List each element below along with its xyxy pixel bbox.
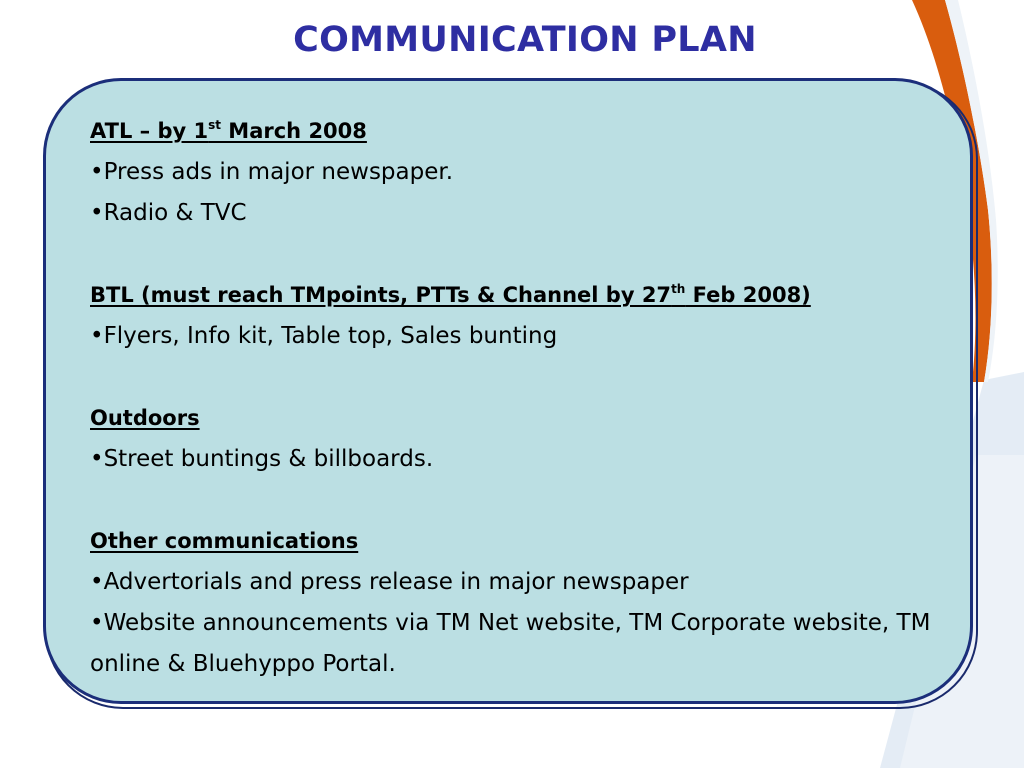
outdoors-section: [90, 398, 950, 480]
list-item: •Street buntings & billboards.: [90, 446, 434, 472]
atl-heading-superscript: st: [208, 118, 221, 132]
btl-bullet-list: [90, 316, 950, 357]
list-item: •Press ads in major newspaper.: [90, 159, 454, 185]
list-item: •Radio & TVC: [90, 200, 247, 226]
atl-section: [90, 111, 950, 234]
other-communications-heading: Other communications: [90, 529, 359, 553]
content-panel: [43, 78, 973, 704]
outdoors-heading: Outdoors: [90, 406, 200, 430]
btl-section: [90, 275, 950, 357]
btl-heading-text-end: Feb 2008): [685, 283, 811, 307]
atl-heading-text-end: March 2008: [221, 119, 367, 143]
btl-heading-superscript: th: [671, 282, 686, 296]
btl-heading: [90, 275, 950, 316]
slide-title: COMMUNICATION PLAN: [293, 20, 757, 60]
other-communications-bullet-list: [90, 562, 950, 685]
list-item: •Website announcements via TM Net website, TM Corporate website, TM online & Bluehyppo Portal.: [90, 610, 931, 677]
list-item: •Advertorials and press release in major newspaper: [90, 569, 689, 595]
other-communications-section: [90, 521, 950, 685]
list-item: •Flyers, Info kit, Table top, Sales bunting: [90, 323, 558, 349]
atl-heading: [90, 111, 950, 152]
outdoors-bullet-list: [90, 439, 950, 480]
atl-bullet-list: [90, 152, 950, 234]
btl-heading-text: BTL (must reach TMpoints, PTTs & Channel by 27: [90, 283, 672, 307]
atl-heading-text: ATL – by 1: [90, 119, 209, 143]
